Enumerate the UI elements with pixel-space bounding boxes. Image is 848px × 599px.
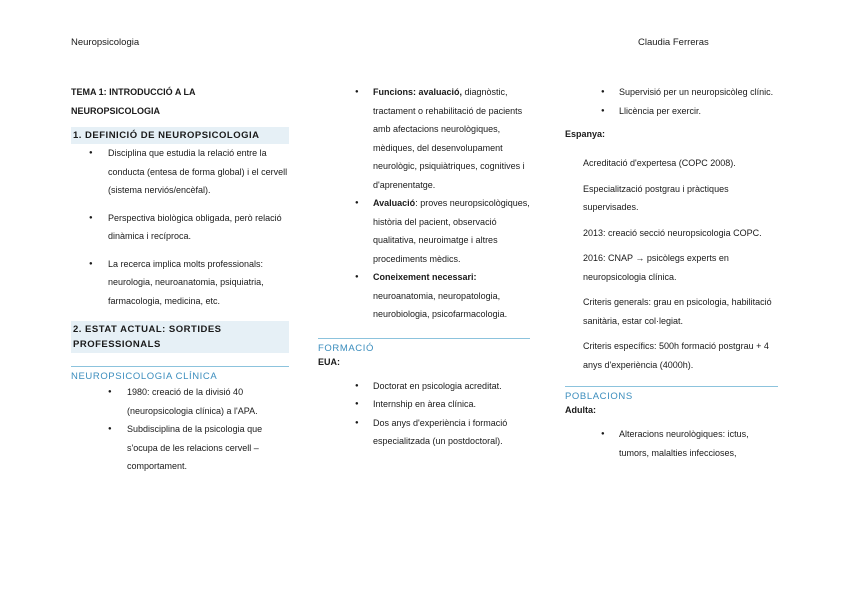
- header-right: Claudia Ferreras: [638, 37, 709, 48]
- definicio-list: [71, 144, 289, 310]
- list-item: ● La recerca implica molts professionals: neurologia, neuroanatomia, psiquiatria, farmacologia, medicina, etc.: [71, 255, 289, 311]
- header-left: Neuropsicologia: [71, 37, 140, 48]
- list-item: ● 1980: creació de la divisió 40 (neuropsicologia clínica) a l'APA.: [71, 383, 289, 420]
- column-3: [565, 83, 778, 462]
- list-item: ● Supervisió per un neuropsicòleg clínic.: [565, 83, 778, 102]
- column-1: [71, 83, 289, 476]
- coneixement-label: Coneixement necessari:: [373, 272, 477, 282]
- topic-title-line1: TEMA 1: INTRODUCCIÓ A LA: [71, 87, 196, 97]
- espanya-paragraph: 2016: CNAP → psicòlegs experts en neuropsicologia clínica.: [583, 253, 729, 282]
- avaluacio-text: : proves neuropsicològiques, història del pacient, observació qualitativa, neuroimatge i altres procediments mèdics.: [373, 198, 530, 264]
- avaluacio-label: Avaluació: [373, 198, 416, 208]
- list-item: ● Doctorat en psicologia acreditat.: [318, 377, 530, 396]
- list-item: ● Perspectiva biològica obligada, però relació dinàmica i recíproca.: [71, 209, 289, 246]
- espanya-paragraph: Especialització postgrau i pràctiques supervisades.: [583, 183, 729, 212]
- list-item: ● Disciplina que estudia la relació entre la conducta (entesa de forma global) i el cervell (sistema nerviós/encèfal).: [71, 144, 289, 200]
- list-item: ● Dos anys d'experiència i formació especialitzada (un postdoctoral).: [318, 414, 530, 451]
- adulta-label: Adulta:: [565, 405, 596, 415]
- topic-title-line2: NEUROPSICOLOGIA: [71, 105, 161, 116]
- section-estat-actual-heading: 2. ESTAT ACTUAL: SORTIDES PROFESSIONALS: [71, 321, 289, 353]
- eua-list: [318, 377, 530, 451]
- list-item: ● Alteracions neurològiques: ictus, tumors, malalties infeccioses,: [565, 425, 778, 462]
- topic-title: [71, 83, 289, 120]
- funcions-list: [318, 83, 530, 324]
- subheading-neuropsicologia-clinica: NEUROPSICOLOGIA CLÍNICA: [71, 366, 289, 383]
- subheading-formacio: FORMACIÓ: [318, 338, 530, 355]
- espanya-label: Espanya:: [565, 129, 606, 139]
- list-item: [318, 268, 530, 324]
- section-definicio-heading: 1. DEFINICIÓ DE NEUROPSICOLOGIA: [71, 127, 289, 144]
- column-2: [318, 83, 530, 451]
- adulta-list: [565, 425, 778, 462]
- espanya-paragraph: 2013: creació secció neuropsicologia COPC.: [583, 227, 762, 238]
- list-item: ● Internship en àrea clínica.: [318, 395, 530, 414]
- list-item: ● Subdisciplina de la psicologia que s'ocupa de les relacions cervell – comportament.: [71, 420, 289, 476]
- espanya-paragraph: Criteris específics: 500h formació postgrau + 4 anys d'experiència (4000h).: [583, 341, 769, 370]
- funcions-text: diagnòstic, tractament o rehabilitació de pacients amb afectacions neurològiques, mèdiques, del desenvolupament neurològic, psiquiàtriques, cognitives i d'aprenentatge.: [373, 87, 525, 190]
- list-item: [318, 83, 530, 194]
- coneixement-text: neuroanatomia, neuropatologia, neurobiologia, psicofarmacologia.: [373, 290, 508, 319]
- supervision-list: [565, 83, 778, 120]
- subheading-poblacions: POBLACIONS: [565, 386, 778, 403]
- espanya-paragraph: Acreditació d'expertesa (COPC 2008).: [583, 158, 736, 168]
- list-item: ● Llicència per exercir.: [565, 102, 778, 121]
- clinica-list: [71, 383, 289, 476]
- eua-label: EUA:: [318, 356, 340, 367]
- funcions-label: Funcions: avaluació,: [373, 87, 463, 97]
- espanya-paragraph: Criteris generals: grau en psicologia, habilitació sanitària, estar col·legiat.: [583, 297, 772, 326]
- list-item: [318, 194, 530, 268]
